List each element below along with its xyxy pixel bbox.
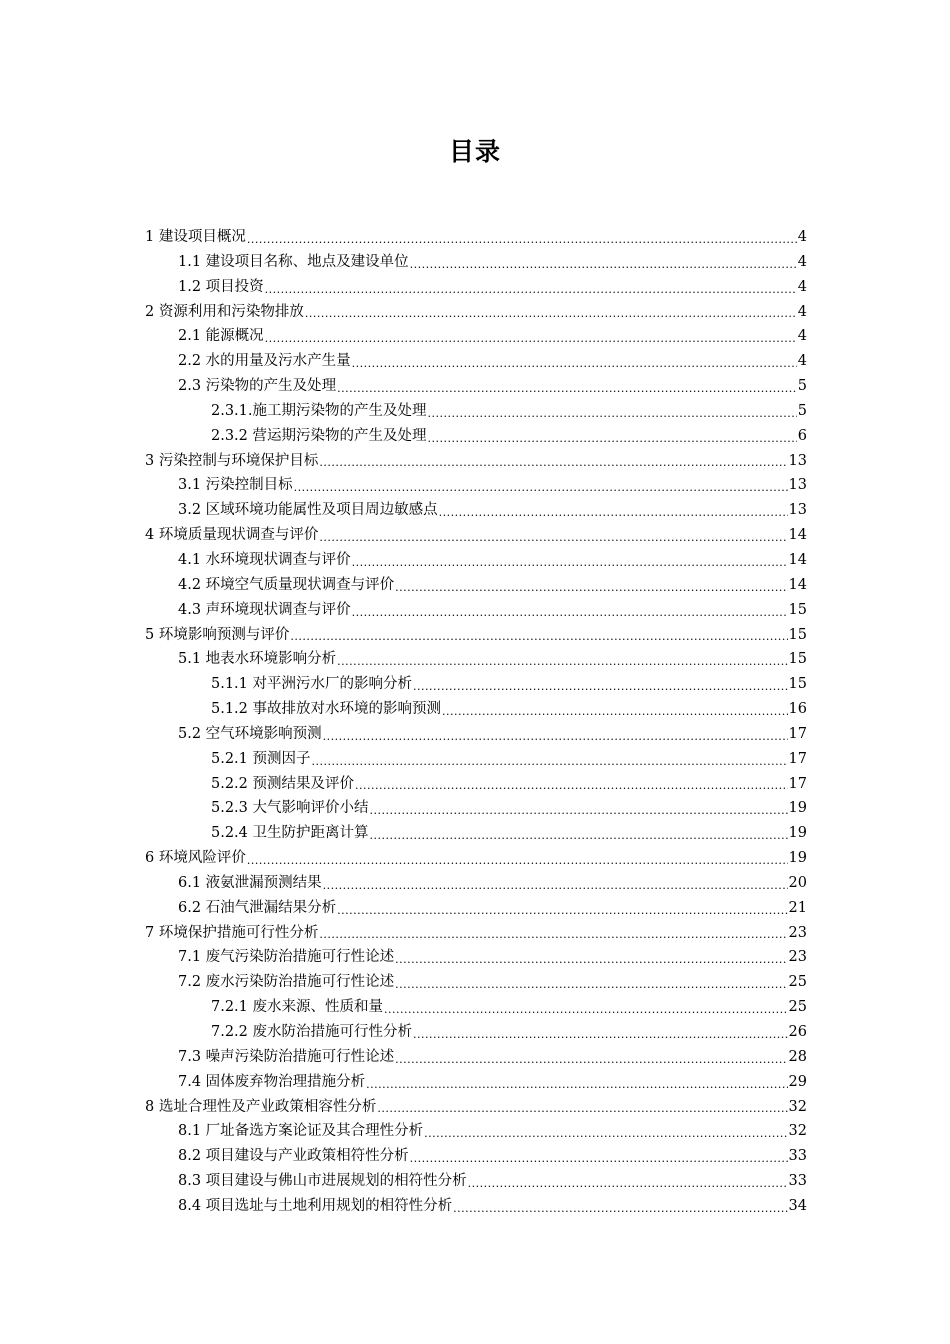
toc-page-number: 23 (788, 924, 807, 941)
toc-entry[interactable] (145, 772, 807, 797)
toc-page-number: 4 (797, 303, 807, 320)
toc-entry[interactable] (145, 598, 807, 623)
toc-dot-leader (366, 1075, 787, 1095)
toc-page-number: 5 (797, 402, 807, 419)
toc-entry[interactable] (145, 573, 807, 598)
toc-page-number: 19 (788, 800, 807, 817)
toc-dot-leader (265, 329, 797, 349)
toc-page-number: 19 (788, 825, 807, 842)
toc-entry[interactable] (145, 1095, 807, 1120)
toc-entry-title: 7.2 废水污染防治措施可行性论述 (178, 974, 395, 991)
toc-entry[interactable] (145, 796, 807, 821)
toc-entry-title: 8.3 项目建设与佛山市进展规划的相符性分析 (178, 1173, 467, 1190)
toc-dot-leader (453, 1199, 787, 1219)
toc-entry[interactable] (145, 722, 807, 747)
toc-entry[interactable] (145, 697, 807, 722)
toc-entry[interactable] (145, 374, 807, 399)
toc-dot-leader (355, 776, 788, 796)
toc-entry-title: 4.1 水环境现状调查与评价 (178, 551, 351, 568)
toc-entry-title: 5.2.4 卫生防护距离计算 (211, 825, 369, 842)
toc-entry-title: 3.1 污染控制目标 (178, 477, 293, 494)
toc-entry-title: 8.2 项目建设与产业政策相符性分析 (178, 1148, 409, 1165)
toc-entry-title: 8.1 厂址备选方案论证及其合理性分析 (178, 1123, 424, 1140)
toc-dot-leader (413, 1025, 788, 1045)
toc-entry-title: 1 建设项目概况 (145, 229, 246, 245)
toc-entry-title: 2 资源利用和污染物排放 (145, 303, 304, 320)
toc-entry-title: 5.1.1 对平洲污水厂的影响分析 (211, 676, 413, 693)
toc-entry[interactable] (145, 846, 807, 871)
toc-dot-leader (370, 801, 788, 821)
toc-page-number: 23 (788, 949, 807, 966)
toc-entry-title: 7.2.2 废水防治措施可行性分析 (211, 1024, 413, 1040)
toc-entry[interactable] (145, 672, 807, 697)
toc-page-number: 19 (788, 850, 807, 867)
toc-dot-leader (290, 627, 787, 647)
toc-dot-leader (323, 876, 788, 896)
toc-entry[interactable] (145, 896, 807, 921)
toc-page-number: 6 (797, 427, 807, 444)
toc-dot-leader (305, 304, 797, 324)
toc-entry[interactable] (145, 647, 807, 672)
toc-dot-leader (312, 752, 788, 772)
toc-page-number: 13 (788, 502, 807, 519)
toc-entry-title: 5.2.1 预测因子 (211, 750, 311, 767)
toc-dot-leader (247, 230, 797, 250)
toc-entry-title: 5.2.3 大气影响评价小结 (211, 800, 369, 817)
toc-entry[interactable] (145, 1194, 807, 1219)
toc-dot-leader (439, 503, 788, 523)
toc-dot-leader (294, 478, 788, 498)
toc-entry-title: 5 环境影响预测与评价 (145, 626, 290, 643)
toc-dot-leader (337, 901, 787, 921)
toc-entry-title: 4 环境质量现状调查与评价 (145, 527, 319, 544)
toc-page-number: 29 (788, 1073, 807, 1090)
toc-entry[interactable] (145, 548, 807, 573)
toc-dot-leader (337, 652, 787, 672)
toc-entry-title: 7.2.1 废水来源、性质和量 (211, 999, 384, 1016)
toc-page-number: 14 (788, 576, 807, 593)
table-of-contents (145, 225, 807, 1219)
toc-entry-title: 8 选址合理性及产业政策相容性分析 (145, 1098, 377, 1115)
toc-page-number: 4 (797, 253, 807, 270)
toc-page-number: 20 (788, 874, 807, 891)
toc-entry-title: 2.2 水的用量及污水产生量 (178, 353, 351, 370)
toc-dot-leader (410, 1149, 788, 1169)
toc-entry-title: 2.3.2 营运期污染物的产生及处理 (211, 427, 427, 444)
toc-page-number: 32 (788, 1123, 807, 1140)
toc-entry[interactable] (145, 871, 807, 896)
toc-dot-leader (323, 727, 788, 747)
toc-dot-leader (319, 925, 787, 945)
toc-entry[interactable] (145, 399, 807, 424)
toc-page-number: 5 (797, 378, 807, 395)
toc-entry[interactable] (145, 349, 807, 374)
toc-dot-leader (337, 379, 797, 399)
toc-entry[interactable] (145, 970, 807, 995)
toc-entry[interactable] (145, 1070, 807, 1095)
toc-entry-title: 2.3 污染物的产生及处理 (178, 378, 337, 395)
toc-entry-title: 3 污染控制与环境保护目标 (145, 452, 319, 469)
toc-page-number: 14 (788, 527, 807, 544)
toc-entry[interactable] (145, 821, 807, 846)
toc-page-number: 15 (788, 626, 807, 643)
toc-dot-leader (395, 578, 787, 598)
toc-entry-title: 1.2 项目投资 (178, 278, 264, 295)
toc-entry[interactable] (145, 449, 807, 474)
toc-title: 目录 (448, 137, 501, 166)
toc-page-number: 4 (797, 328, 807, 345)
toc-dot-leader (319, 453, 787, 473)
toc-entry-title: 7.3 噪声污染防治措施可行性论述 (178, 1048, 395, 1065)
toc-dot-leader (468, 1174, 788, 1194)
toc-entry[interactable] (145, 747, 807, 772)
toc-dot-leader (424, 1124, 787, 1144)
toc-entry-title: 3.2 区域环境功能属性及项目周边敏感点 (178, 502, 438, 519)
toc-page-number: 4 (797, 229, 807, 245)
toc-entry-title: 5.1.2 事故排放对水环境的影响预测 (211, 701, 442, 718)
toc-entry[interactable] (145, 225, 807, 250)
toc-page-number: 17 (788, 725, 807, 742)
toc-page-number: 28 (788, 1048, 807, 1065)
toc-dot-leader (442, 702, 788, 722)
toc-dot-leader (352, 553, 788, 573)
toc-entry-title: 5.1 地表水环境影响分析 (178, 651, 337, 668)
toc-dot-leader (265, 280, 797, 300)
toc-entry[interactable] (145, 498, 807, 523)
toc-entry[interactable] (145, 1119, 807, 1144)
toc-entry[interactable] (145, 623, 807, 648)
toc-page-number: 17 (788, 750, 807, 767)
toc-entry-title: 6.1 液氨泄漏预测结果 (178, 874, 322, 891)
toc-entry[interactable] (145, 275, 807, 300)
toc-entry[interactable] (145, 523, 807, 548)
toc-entry[interactable] (145, 995, 807, 1020)
toc-entry[interactable] (145, 921, 807, 946)
toc-entry-title: 5.2.2 预测结果及评价 (211, 775, 355, 792)
toc-entry[interactable] (145, 300, 807, 325)
toc-page-number: 15 (788, 601, 807, 618)
toc-page-number: 16 (788, 701, 807, 718)
toc-page-number: 25 (788, 974, 807, 991)
toc-page-number: 14 (788, 551, 807, 568)
toc-entry-title: 7.1 废气污染防治措施可行性论述 (178, 949, 395, 966)
toc-dot-leader (395, 950, 787, 970)
toc-page-number: 32 (788, 1098, 807, 1115)
toc-dot-leader (428, 404, 797, 424)
toc-entry-title: 8.4 项目选址与土地利用规划的相符性分析 (178, 1197, 453, 1214)
toc-entry-title: 2.3.1.施工期污染物的产生及处理 (211, 402, 427, 419)
toc-page-number: 21 (788, 899, 807, 916)
toc-dot-leader (413, 677, 788, 697)
toc-entry-title: 1.1 建设项目名称、地点及建设单位 (178, 253, 409, 270)
toc-entry[interactable] (145, 1169, 807, 1194)
toc-entry[interactable] (145, 1045, 807, 1070)
toc-page-number: 33 (788, 1148, 807, 1165)
toc-page-number: 4 (797, 353, 807, 370)
toc-entry[interactable] (145, 1144, 807, 1169)
toc-entry-title: 6.2 石油气泄漏结果分析 (178, 899, 337, 916)
toc-entry-title: 5.2 空气环境影响预测 (178, 725, 322, 742)
toc-page-number: 13 (788, 452, 807, 469)
toc-page-number: 25 (788, 999, 807, 1016)
toc-dot-leader (395, 975, 787, 995)
toc-page-number: 34 (788, 1197, 807, 1214)
toc-dot-leader (319, 528, 787, 548)
toc-entry-title: 4.2 环境空气质量现状调查与评价 (178, 576, 395, 593)
toc-page-number: 33 (788, 1173, 807, 1190)
toc-dot-leader (352, 603, 788, 623)
toc-entry-title: 7.4 固体废弃物治理措施分析 (178, 1073, 366, 1090)
toc-page-number: 26 (788, 1024, 807, 1040)
toc-dot-leader (370, 826, 788, 846)
toc-dot-leader (384, 1000, 788, 1020)
toc-dot-leader (247, 851, 788, 871)
toc-page-number: 15 (788, 676, 807, 693)
toc-entry[interactable] (145, 324, 807, 349)
toc-entry[interactable] (145, 1020, 807, 1045)
toc-entry[interactable] (145, 250, 807, 275)
toc-entry[interactable] (145, 473, 807, 498)
toc-entry[interactable] (145, 424, 807, 449)
toc-page-number: 15 (788, 651, 807, 668)
toc-page-number: 13 (788, 477, 807, 494)
toc-dot-leader (377, 1099, 787, 1119)
toc-page-number: 17 (788, 775, 807, 792)
toc-page-number: 4 (797, 278, 807, 295)
toc-entry-title: 4.3 声环境现状调查与评价 (178, 601, 351, 618)
toc-dot-leader (410, 255, 797, 275)
toc-entry-title: 6 环境风险评价 (145, 850, 246, 867)
toc-entry-title: 7 环境保护措施可行性分析 (145, 924, 319, 941)
toc-dot-leader (428, 429, 797, 449)
toc-entry[interactable] (145, 945, 807, 970)
toc-entry-title: 2.1 能源概况 (178, 328, 264, 345)
toc-dot-leader (352, 354, 797, 374)
toc-dot-leader (395, 1050, 787, 1070)
